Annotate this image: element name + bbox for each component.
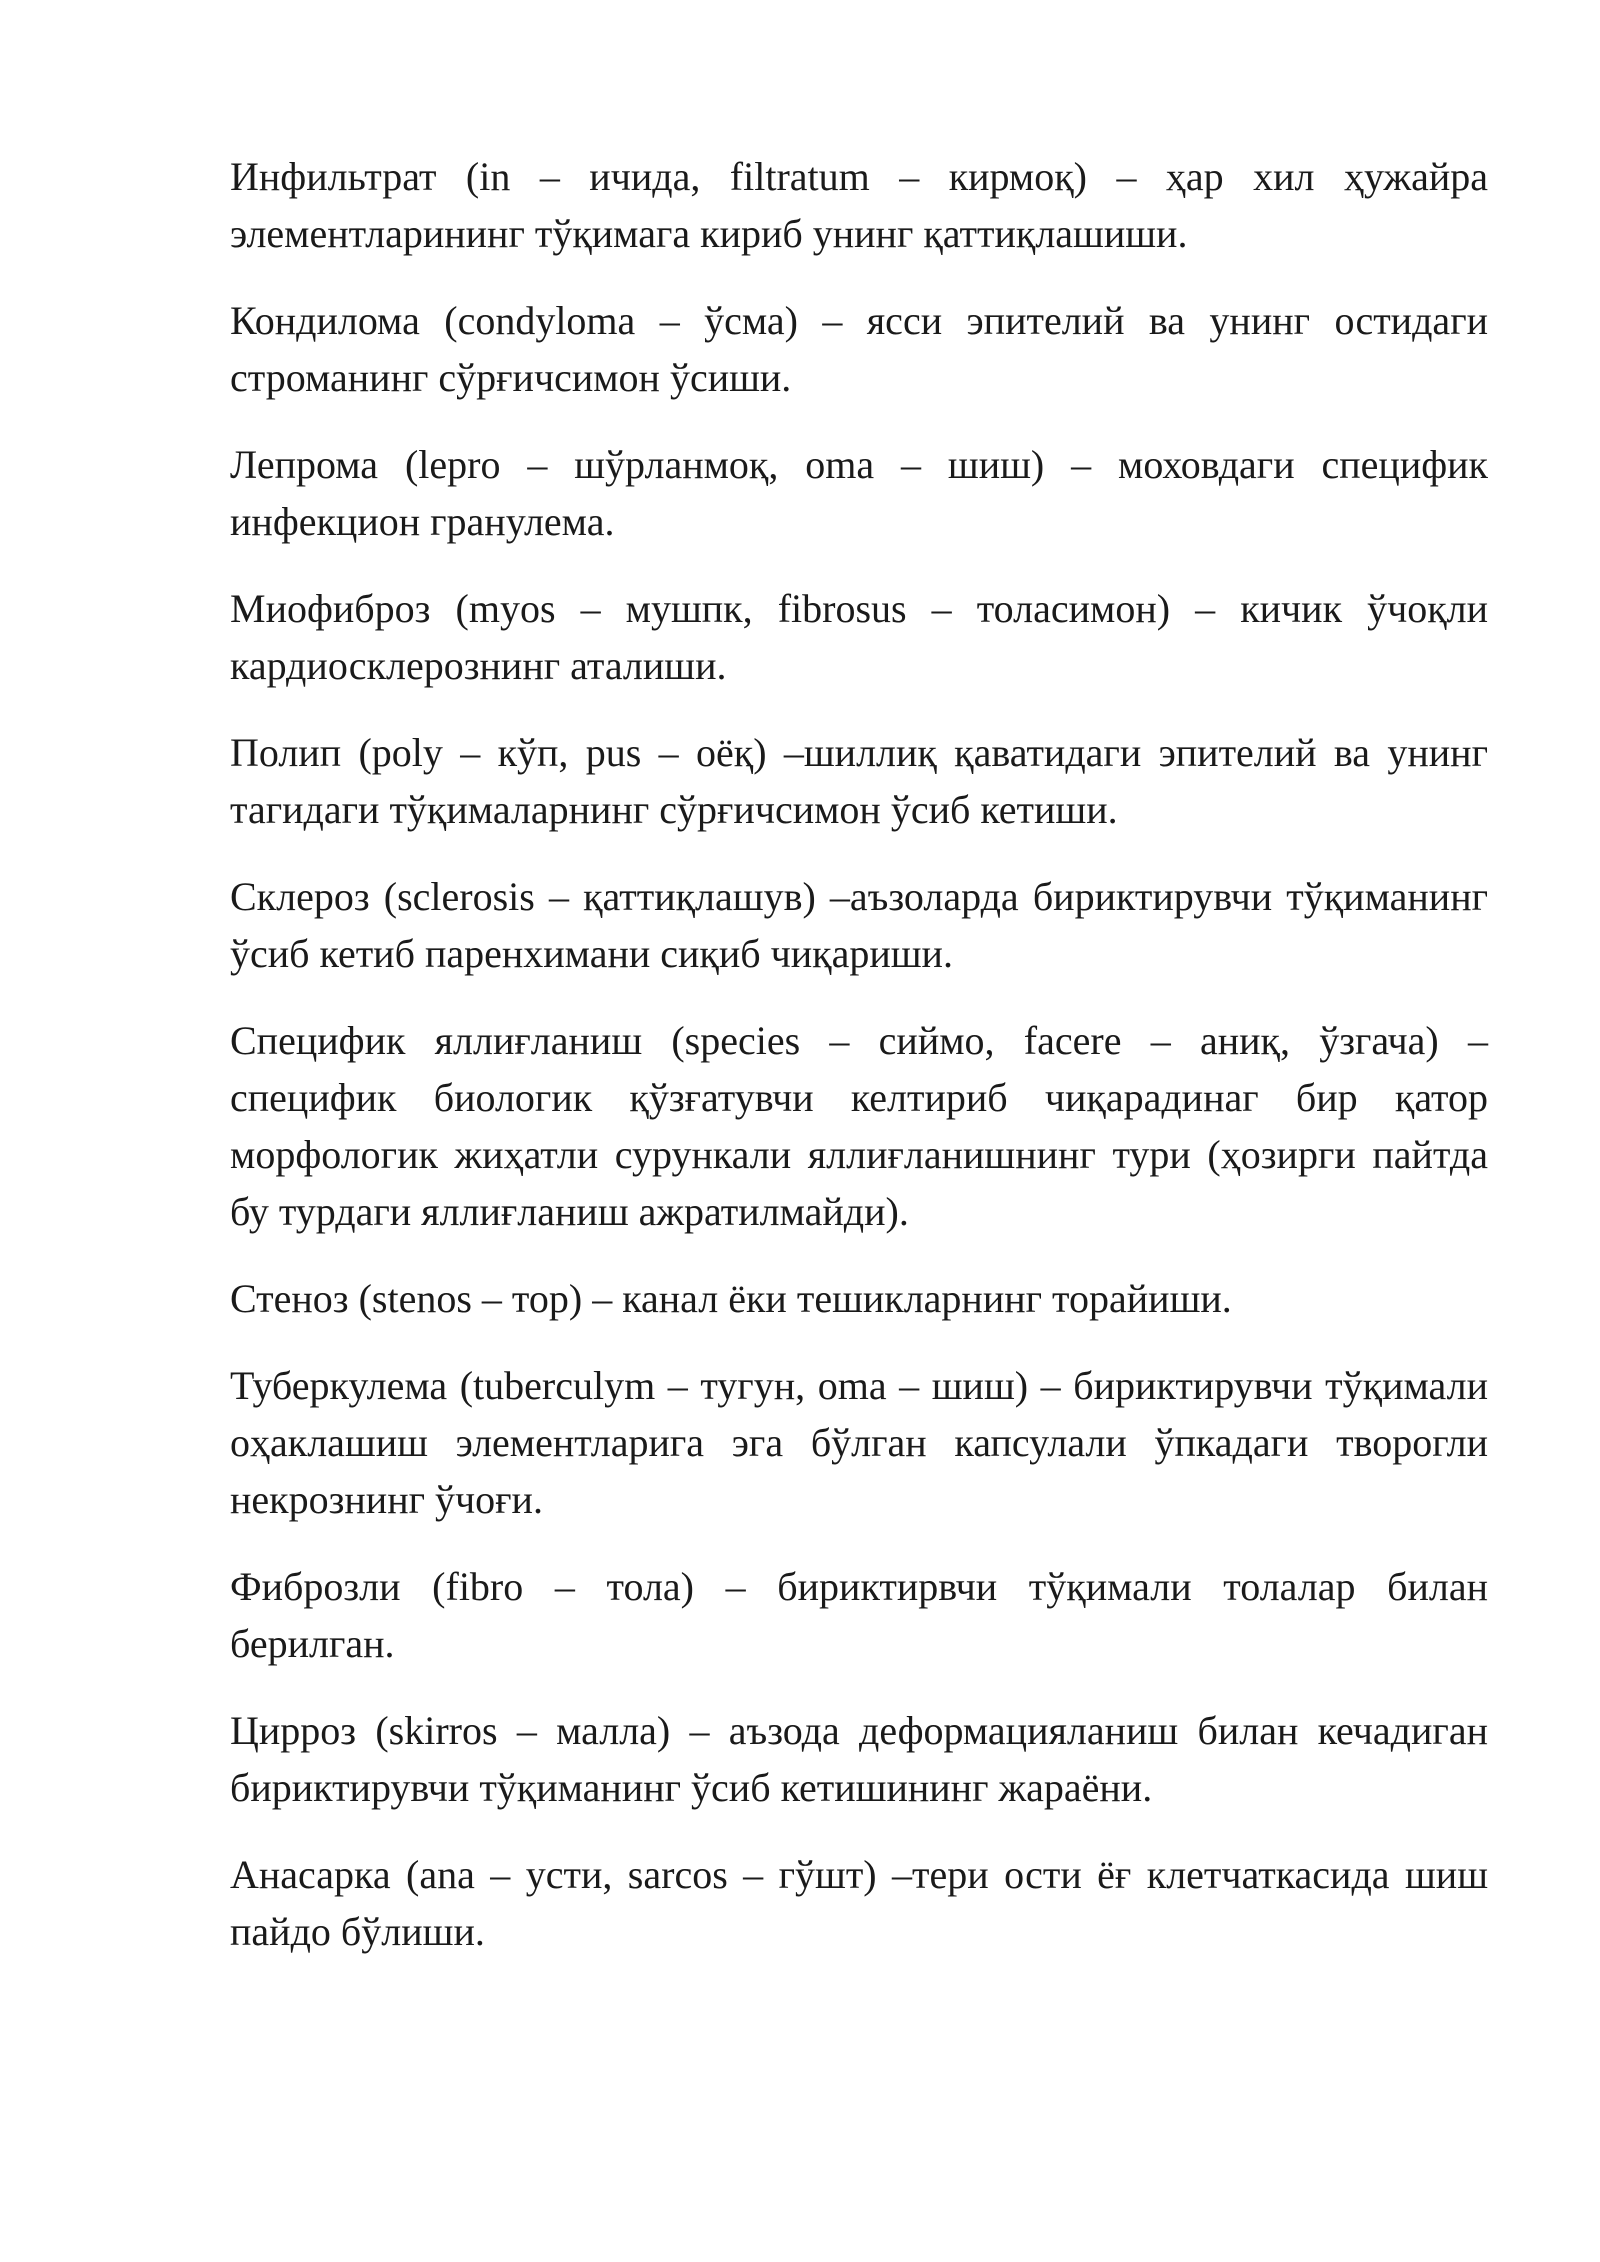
glossary-entry-infiltrat: Инфильтрат (in – ичида, filtratum – кирмоқ) – ҳар хил ҳужайра элементларининг тўқимага кириб унинг қаттиқлашиши.: [230, 154, 1488, 256]
glossary-entry-skleroz: Склероз (sclerosis – қаттиқлашув) –аъзоларда бириктирувчи тўқиманинг ўсиб кетиб паренхимани сиқиб чиқариши.: [230, 874, 1488, 976]
glossary-entry-anasarka: Анасарка (ana – усти, sarcos – гўшт) –тери ости ёғ клетчаткасида шиш пайдо бўлиши.: [230, 1852, 1488, 1954]
glossary-entry-miofibroz: Миофиброз (myos – мушпк, fibrosus – толасимон) – кичик ўчоқли кардиосклерознинг аталиши.: [230, 586, 1488, 688]
glossary-entry-tuberkulema: Туберкулема (tuberculym – тугун, oma – шиш) – бириктирувчи тўқимали оҳаклашиш элементларига эга бўлган капсулали ўпкадаги творогли некрознинг ўчоғи.: [230, 1363, 1488, 1522]
glossary-entry-cirroz: Цирроз (skirros – малла) – аъзода деформацияланиш билан кечадиган бириктирувчи тўқиманинг ўсиб кетишининг жараёни.: [230, 1708, 1488, 1810]
glossary-entry-kondiloma: Кондилома (condyloma – ўсма) – ясси эпителий ва унинг остидаги строманинг сўрғичсимон ўсиши.: [230, 298, 1488, 400]
glossary-entry-polip: Полип (poly – кўп, pus – оёқ) –шиллиқ қаватидаги эпителий ва унинг тагидаги тўқималарнинг сўрғичсимон ўсиб кетиши.: [230, 730, 1488, 832]
glossary-entry-stenoz: Стеноз (stenos – тор) – канал ёки тешикларнинг торайиши.: [230, 1276, 1232, 1321]
glossary-body: [230, 148, 1488, 1990]
glossary-entry-specific-inflammation: Специфик яллиғланиш (species – сиймо, facere – аниқ, ўзгача) – специфик биологик қўзғатувчи келтириб чиқарадинаг бир қатор морфологик жиҳатли сурункали яллиғланишнинг тури (ҳозирги пайтда бу турдаги яллиғланиш ажратилмайди).: [230, 1018, 1488, 1234]
glossary-entry-leproma: Лепрома (lepro – шўрланмоқ, oma – шиш) – моховдаги специфик инфекцион гранулема.: [230, 442, 1488, 544]
glossary-entry-fibrozli: Фиброзли (fibro – тола) – бириктирвчи тўқимали толалар билан берилган.: [230, 1564, 1488, 1666]
